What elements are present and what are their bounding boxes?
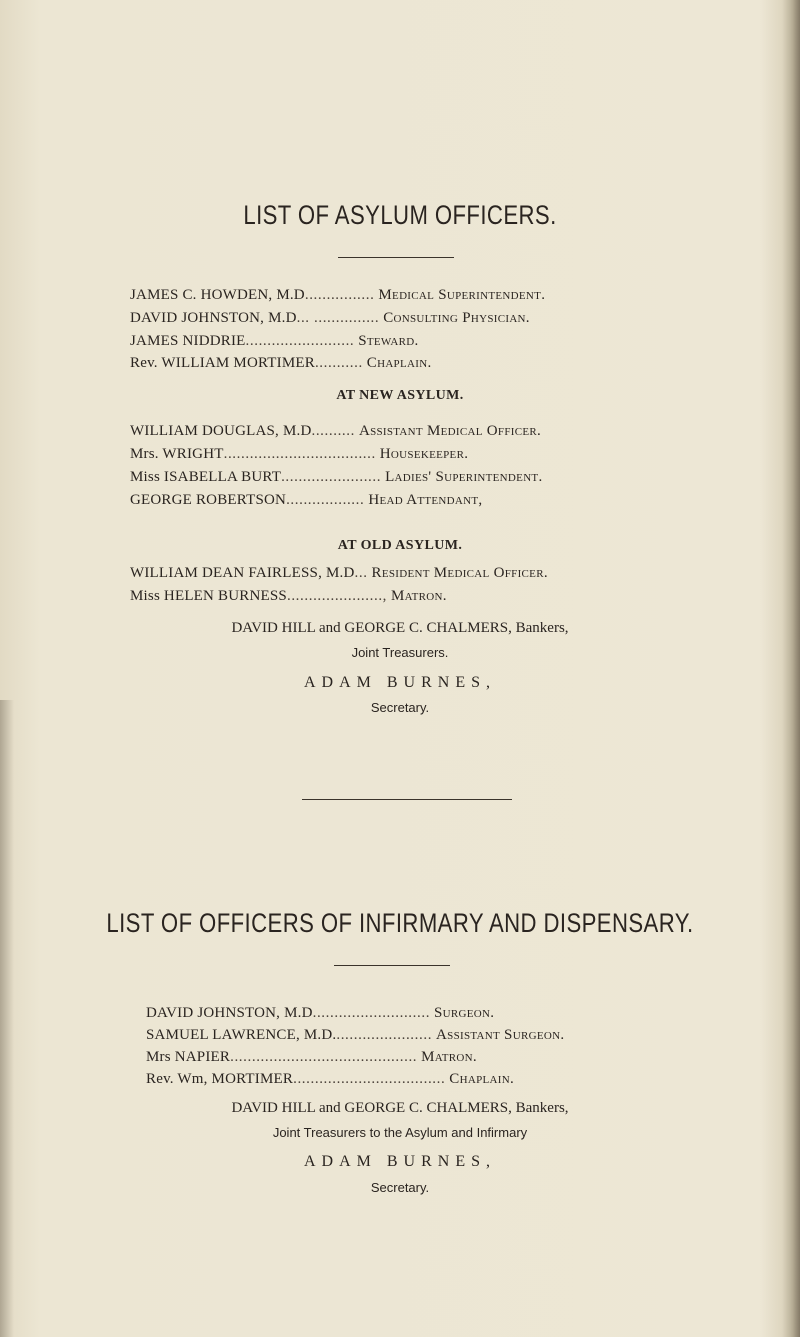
leader-dots: ................: [304, 287, 375, 303]
officer-role: Ladies' Superintendent.: [385, 469, 543, 485]
officer-row: [130, 565, 548, 582]
officer-name: JAMES C. HOWDEN, M.D: [130, 287, 305, 303]
old-asylum-heading: AT OLD ASYLUM.: [337, 538, 463, 553]
bankers-line: DAVID HILL and GEORGE C. CHALMERS, Bankers,: [231, 1100, 569, 1116]
treasurers-line: Joint Treasurers to the Asylum and Infirmary: [272, 1125, 528, 1140]
secretary-title: Secretary.: [370, 700, 430, 715]
officer-row: [130, 446, 468, 463]
officer-role: Resident Medical Officer.: [371, 565, 548, 581]
page-edge-shadow: [0, 700, 14, 1337]
treasurers-line: Joint Treasurers.: [351, 645, 449, 660]
officer-name: GEORGE ROBERTSON: [130, 492, 287, 508]
bankers-line: DAVID HILL and GEORGE C. CHALMERS, Bankers,: [231, 620, 569, 636]
leader-dots: ..................: [286, 492, 365, 508]
officer-name: JAMES NIDDRIE: [130, 333, 246, 349]
officer-name: WILLIAM DEAN FAIRLESS, M.D: [130, 565, 355, 581]
officer-role: Chaplain.: [449, 1071, 515, 1087]
asylum-title: LIST OF ASYLUM OFFICERS.: [243, 200, 557, 230]
leader-dots: ...................................: [293, 1071, 446, 1087]
leader-dots: ...........................: [312, 1005, 431, 1021]
leader-dots: ......................: [336, 1027, 433, 1043]
officer-row: [130, 287, 545, 304]
officer-role: Assistant Surgeon.: [436, 1027, 565, 1043]
officer-row: [130, 588, 447, 605]
signature: ADAM BURNES,: [303, 1153, 496, 1170]
new-asylum-heading: AT NEW ASYLUM.: [336, 388, 464, 403]
officer-row: [130, 355, 432, 372]
officer-name: Rev. Wm, MORTIMER: [146, 1071, 294, 1087]
officer-row: [130, 469, 543, 486]
officer-role: Housekeeper.: [379, 446, 469, 462]
leader-dots: ...........: [314, 355, 363, 371]
officer-name: DAVID JOHNSTON, M.D: [146, 1005, 313, 1021]
leader-dots: .......................: [281, 469, 382, 485]
officer-name: Mrs. WRIGHT: [130, 446, 224, 462]
leader-dots: ...................................: [223, 446, 376, 462]
leader-dots: ...........................................: [230, 1049, 418, 1065]
officer-row: [146, 1071, 514, 1088]
officer-name: WILLIAM DOUGLAS, M.D: [130, 423, 312, 439]
officer-role: Head Attendant,: [368, 492, 483, 508]
officer-row: [130, 423, 541, 440]
leader-dots: ..........: [311, 423, 355, 439]
officer-row: [130, 333, 419, 350]
officer-row: [130, 492, 482, 509]
officer-name: SAMUEL LAWRENCE, M.D.: [146, 1027, 337, 1043]
officer-role: Matron.: [390, 588, 447, 604]
officer-role: Matron.: [421, 1049, 477, 1065]
officer-name: DAVID JOHNSTON, M.D: [130, 310, 297, 326]
officer-row: [146, 1027, 564, 1044]
title-rule: [334, 965, 450, 966]
leader-dots: ......................,: [286, 588, 388, 604]
officer-role: Medical Superintendent.: [378, 287, 546, 303]
leader-dots: ... ...............: [296, 310, 380, 326]
officer-role: Chaplain.: [366, 355, 432, 371]
signature: ADAM BURNES,: [303, 674, 496, 691]
officer-role: Consulting Physician.: [383, 310, 530, 326]
infirmary-title: LIST OF OFFICERS OF INFIRMARY AND DISPENSARY.: [106, 908, 694, 938]
officer-row: [146, 1049, 477, 1066]
leader-dots: .........................: [245, 333, 355, 349]
secretary-title: Secretary.: [370, 1180, 430, 1195]
officer-role: Assistant Medical Officer.: [358, 423, 542, 439]
officer-name: Miss ISABELLA BURT: [130, 469, 282, 485]
leader-dots: ...: [354, 565, 368, 581]
officer-row: [146, 1005, 494, 1022]
officer-name: Miss HELEN BURNESS: [130, 588, 287, 604]
section-divider: [302, 799, 512, 800]
officer-row: [130, 310, 530, 327]
officer-role: Steward.: [358, 333, 419, 349]
title-rule: [338, 257, 454, 258]
officer-name: Mrs NAPIER: [146, 1049, 231, 1065]
officer-role: Surgeon.: [434, 1005, 495, 1021]
officer-name: Rev. WILLIAM MORTIMER: [130, 355, 315, 371]
